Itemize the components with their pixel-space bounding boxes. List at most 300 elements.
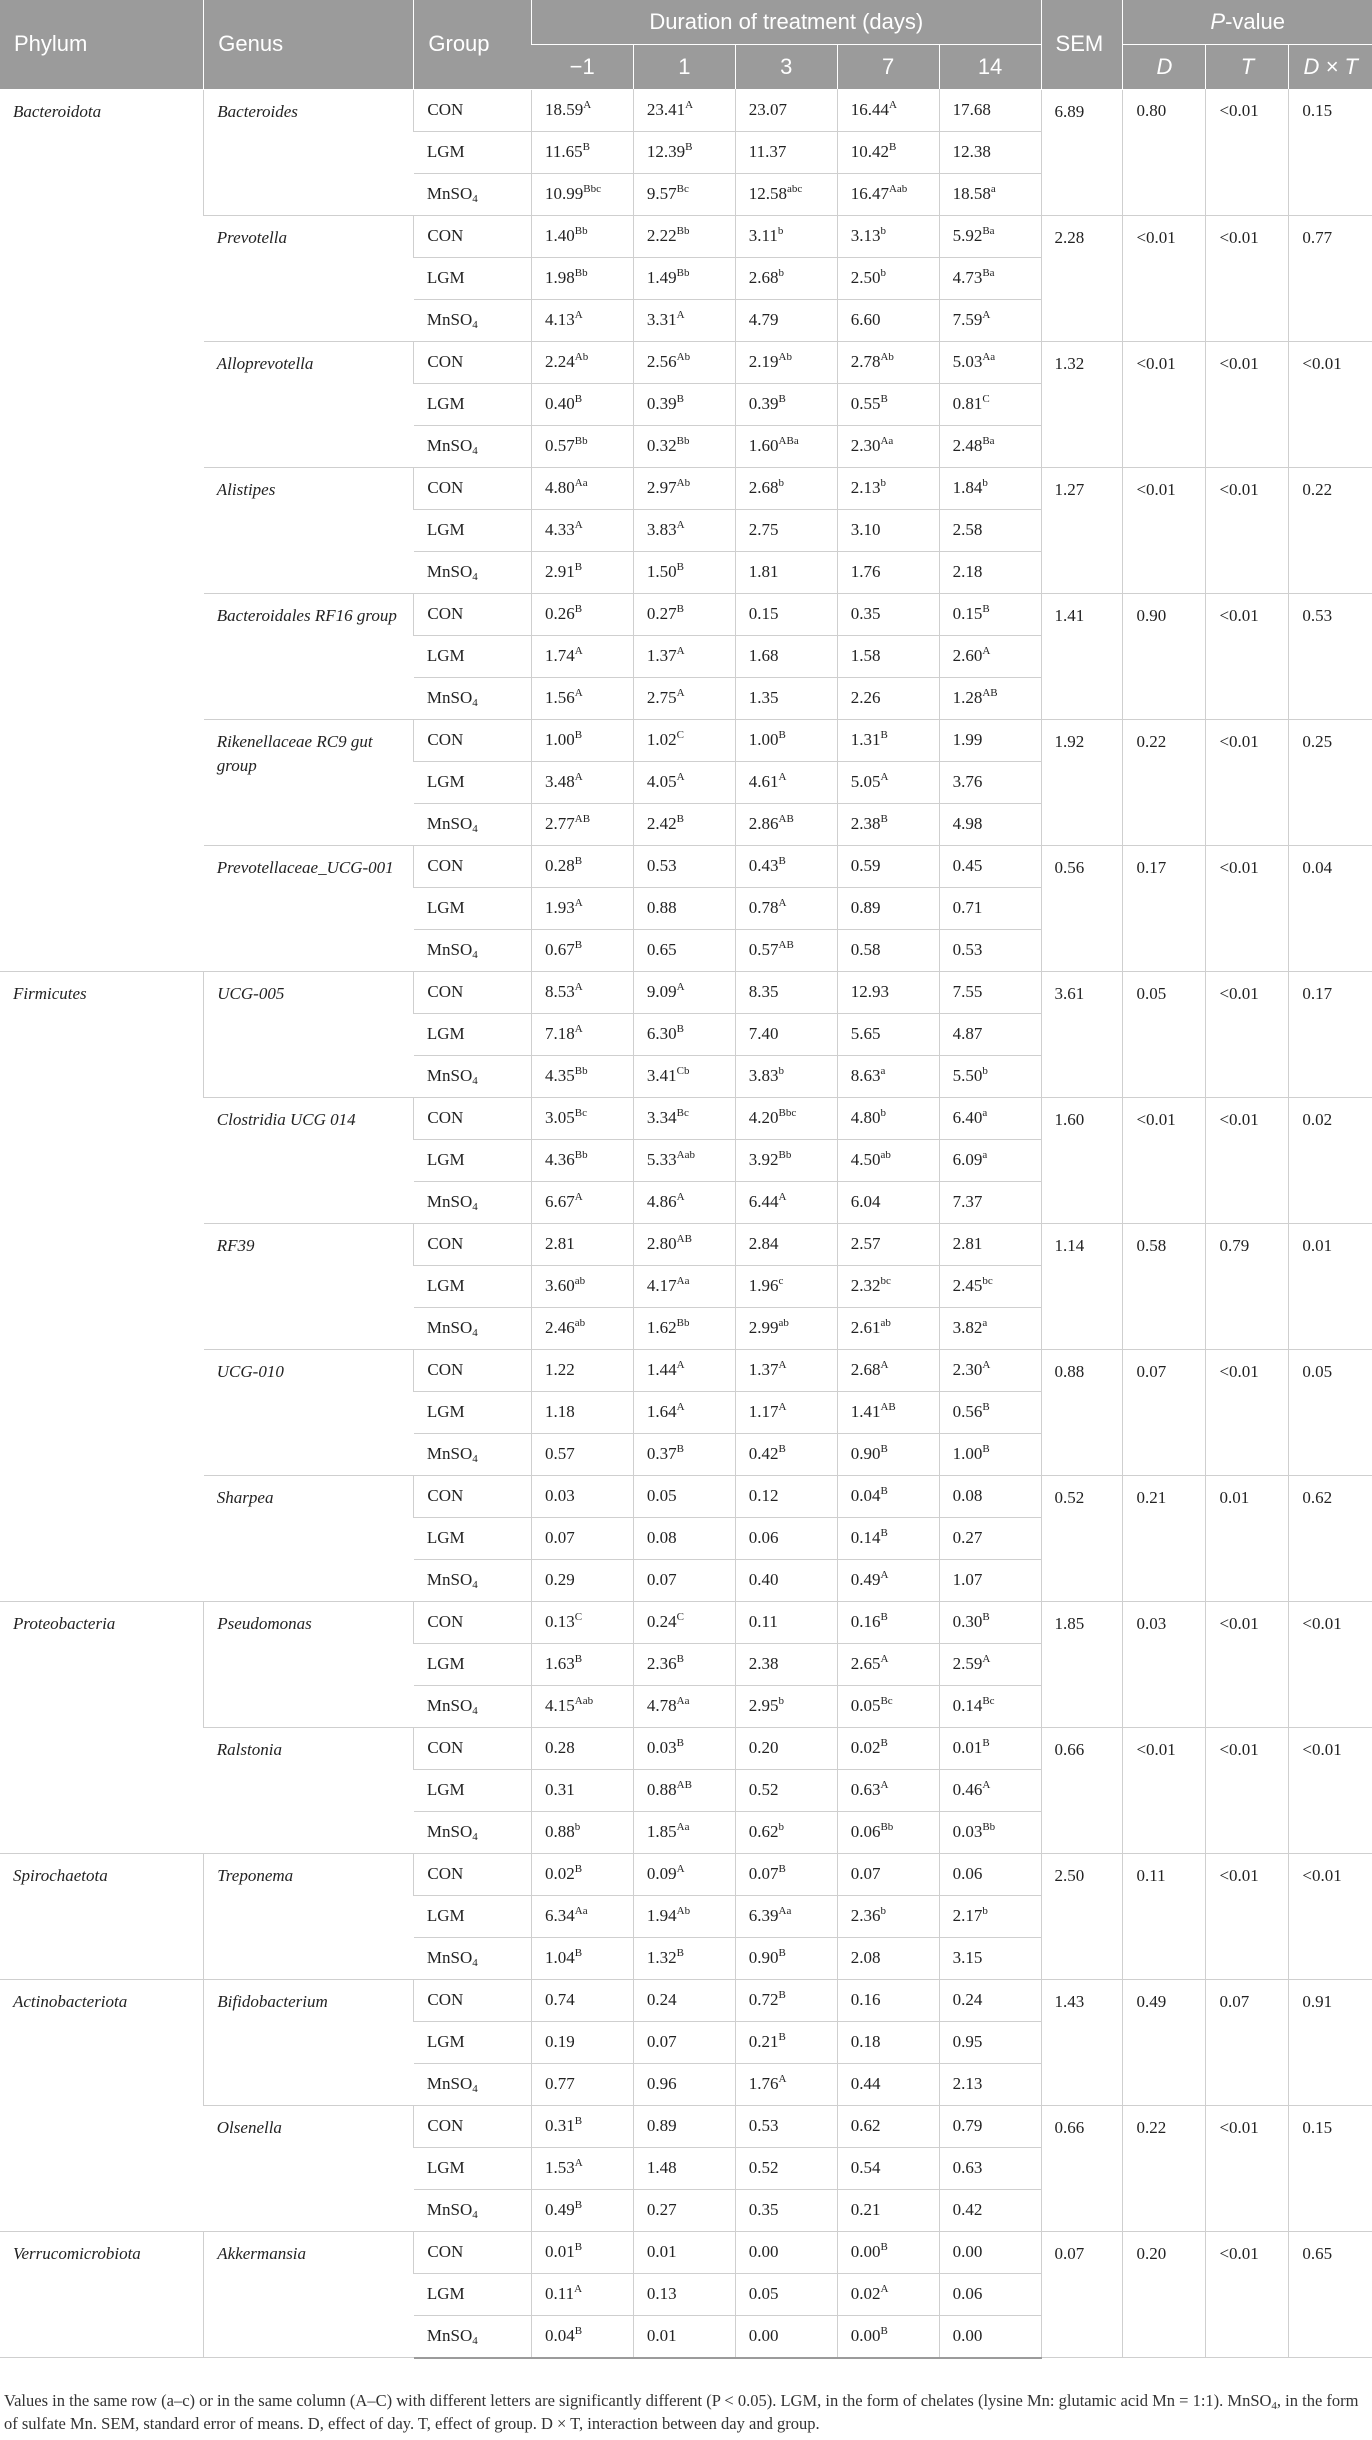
value-cell: $2.97^{Ab}$ <box>633 467 735 509</box>
value-cell: 1.58 <box>837 635 939 677</box>
value-cell: $4.05^A$ <box>633 761 735 803</box>
value-cell: $0.28^B$ <box>532 845 634 887</box>
value-cell: $1.40^{Bb}$ <box>532 215 634 257</box>
sem-cell: 6.89 <box>1041 89 1123 215</box>
value-cell: $0.43^B$ <box>735 845 837 887</box>
pvalue-cell: <0.01 <box>1289 1727 1372 1853</box>
group-cell: LGM <box>414 1265 532 1307</box>
value-cell: $1.98^{Bb}$ <box>532 257 634 299</box>
value-cell: $2.91^B$ <box>532 551 634 593</box>
value-cell: $1.63^B$ <box>532 1643 634 1685</box>
value-cell: $0.67^B$ <box>532 929 634 971</box>
pvalue-cell: 0.02 <box>1289 1097 1372 1223</box>
table-row <box>0 1349 1372 1391</box>
value-cell: $4.17^{Aa}$ <box>633 1265 735 1307</box>
value-cell: $3.83^A$ <box>633 509 735 551</box>
value-cell: 12.58$^{abc}$ <box>735 173 837 215</box>
pvalue-cell: <0.01 <box>1206 1097 1289 1223</box>
group-cell: MnSO$_4$ <box>414 2315 532 2358</box>
value-cell: $1.17^A$ <box>735 1391 837 1433</box>
group-cell: CON <box>414 845 532 887</box>
sem-cell: 1.32 <box>1041 341 1123 467</box>
value-cell: $4.35^{Bb}$ <box>532 1055 634 1097</box>
value-cell: $1.62^{Bb}$ <box>633 1307 735 1349</box>
value-cell: 2.68$^b$ <box>735 257 837 299</box>
value-cell: $0.55^B$ <box>837 383 939 425</box>
value-cell: 18.58$^a$ <box>939 173 1041 215</box>
pvalue-cell: 0.25 <box>1289 719 1372 845</box>
value-cell: 0.96 <box>633 2063 735 2105</box>
value-cell: $23.41^A$ <box>633 89 735 131</box>
value-cell: $0.90^B$ <box>735 1937 837 1979</box>
value-cell: 2.46$^{ab}$ <box>532 1307 634 1349</box>
value-cell: $1.32^B$ <box>633 1937 735 1979</box>
header-phylum: Phylum <box>0 0 204 89</box>
value-cell: 6.40$^a$ <box>939 1097 1041 1139</box>
value-cell: 2.45$^{bc}$ <box>939 1265 1041 1307</box>
value-cell: $1.60^{ABa}$ <box>735 425 837 467</box>
sem-cell: 2.50 <box>1041 1853 1123 1979</box>
pvalue-cell: <0.01 <box>1206 341 1289 467</box>
group-cell: LGM <box>414 257 532 299</box>
value-cell: $2.22^{Bb}$ <box>633 215 735 257</box>
value-cell: 0.28 <box>532 1727 634 1769</box>
value-cell: $3.05^{Bc}$ <box>532 1097 634 1139</box>
value-cell: 1.48 <box>633 2147 735 2189</box>
genus-cell: Ralstonia <box>204 1727 414 1853</box>
value-cell: $4.36^{Bb}$ <box>532 1139 634 1181</box>
value-cell: 0.07 <box>633 1559 735 1601</box>
value-cell: $0.46^A$ <box>939 1769 1041 1811</box>
table-row <box>0 1979 1372 2021</box>
group-cell: MnSO$_4$ <box>414 1559 532 1601</box>
group-cell: CON <box>414 1349 532 1391</box>
pvalue-cell: 0.17 <box>1289 971 1372 1097</box>
pvalue-cell: <0.01 <box>1123 467 1206 593</box>
group-cell: LGM <box>414 887 532 929</box>
header-p-t: T <box>1206 45 1289 90</box>
value-cell: $1.02^C$ <box>633 719 735 761</box>
pvalue-cell: <0.01 <box>1123 1097 1206 1223</box>
value-cell: $8.53^A$ <box>532 971 634 1013</box>
group-cell: CON <box>414 1979 532 2021</box>
value-cell: $9.57^{Bc}$ <box>633 173 735 215</box>
pvalue-cell: 0.07 <box>1206 1979 1289 2105</box>
pvalue-cell: 0.04 <box>1289 845 1372 971</box>
sem-cell: 1.85 <box>1041 1601 1123 1727</box>
pvalue-cell: 0.22 <box>1123 719 1206 845</box>
value-cell: 0.20 <box>735 1727 837 1769</box>
pvalue-cell: <0.01 <box>1289 1853 1372 1979</box>
value-cell: $0.39^B$ <box>735 383 837 425</box>
value-cell: 0.63 <box>939 2147 1041 2189</box>
sem-cell: 1.43 <box>1041 1979 1123 2105</box>
value-cell: 0.74 <box>532 1979 634 2021</box>
phylum-cell: Bacteroidota <box>0 89 204 971</box>
value-cell: $16.47^{Aab}$ <box>837 173 939 215</box>
value-cell: $1.41^{AB}$ <box>837 1391 939 1433</box>
value-cell: $0.09^A$ <box>633 1853 735 1895</box>
value-cell: $1.53^A$ <box>532 2147 634 2189</box>
value-cell: 1.22 <box>532 1349 634 1391</box>
value-cell: $2.36^B$ <box>633 1643 735 1685</box>
value-cell: $1.64^A$ <box>633 1391 735 1433</box>
value-cell: $4.61^A$ <box>735 761 837 803</box>
group-cell: LGM <box>414 1643 532 1685</box>
pvalue-cell: <0.01 <box>1206 2105 1289 2231</box>
table-row <box>0 593 1372 635</box>
sem-cell: 1.92 <box>1041 719 1123 845</box>
pvalue-cell: 0.20 <box>1123 2231 1206 2358</box>
group-cell: MnSO$_4$ <box>414 677 532 719</box>
value-cell: 0.53 <box>939 929 1041 971</box>
value-cell: $3.92^{Bb}$ <box>735 1139 837 1181</box>
header-genus: Genus <box>204 0 414 89</box>
value-cell: 1.81 <box>735 551 837 593</box>
value-cell: $0.57^{AB}$ <box>735 929 837 971</box>
value-cell: $2.59^A$ <box>939 1643 1041 1685</box>
pvalue-cell: <0.01 <box>1123 341 1206 467</box>
value-cell: $0.40^B$ <box>532 383 634 425</box>
value-cell: $4.73^{Ba}$ <box>939 257 1041 299</box>
value-cell: 0.79 <box>939 2105 1041 2147</box>
phylum-cell: Actinobacteriota <box>0 1979 204 2231</box>
value-cell: 2.50$^b$ <box>837 257 939 299</box>
value-cell: $0.00^B$ <box>837 2315 939 2358</box>
value-cell: 5.50$^b$ <box>939 1055 1041 1097</box>
value-cell: 2.81 <box>939 1223 1041 1265</box>
group-cell: CON <box>414 1727 532 1769</box>
value-cell: 0.52 <box>735 1769 837 1811</box>
group-cell: LGM <box>414 2021 532 2063</box>
genus-cell: Bacteroides <box>204 89 414 215</box>
header-group: Group <box>414 0 532 89</box>
value-cell: 2.68$^b$ <box>735 467 837 509</box>
group-cell: CON <box>414 215 532 257</box>
value-cell: 0.03 <box>532 1475 634 1517</box>
phylum-cell: Verrucomicrobiota <box>0 2231 204 2358</box>
value-cell: 0.52 <box>735 2147 837 2189</box>
group-cell: CON <box>414 341 532 383</box>
value-cell: 2.13 <box>939 2063 1041 2105</box>
group-cell: MnSO$_4$ <box>414 1811 532 1853</box>
value-cell: $0.01^B$ <box>532 2231 634 2273</box>
pvalue-cell: 0.58 <box>1123 1223 1206 1349</box>
value-cell: 0.01 <box>633 2315 735 2358</box>
group-cell: CON <box>414 593 532 635</box>
value-cell: 0.88$^b$ <box>532 1811 634 1853</box>
value-cell: 0.00 <box>735 2315 837 2358</box>
value-cell: $4.86^A$ <box>633 1181 735 1223</box>
value-cell: 0.27 <box>633 2189 735 2231</box>
value-cell: $0.39^B$ <box>633 383 735 425</box>
group-cell: CON <box>414 1475 532 1517</box>
value-cell: 0.24 <box>939 1979 1041 2021</box>
value-cell: $1.00^B$ <box>532 719 634 761</box>
value-cell: 0.77 <box>532 2063 634 2105</box>
value-cell: 2.13$^b$ <box>837 467 939 509</box>
table-row <box>0 1223 1372 1265</box>
value-cell: $0.03^{Bb}$ <box>939 1811 1041 1853</box>
value-cell: 0.31 <box>532 1769 634 1811</box>
group-cell: CON <box>414 467 532 509</box>
table-footnote: Values in the same row (a–c) or in the same column (A–C) with different letters are significantly different (P < 0.05). LGM, in the form of chelates (lysine Mn: glutamic acid Mn = 1:1). MnSO$_4$, in the form of sulfate Mn. SEM, standard error of means. D, effect of day. T, effect of group. D × T, interaction between day and group. <box>4 2391 1359 2433</box>
value-cell: $1.74^A$ <box>532 635 634 677</box>
table-row <box>0 719 1372 761</box>
table-row <box>0 2105 1372 2147</box>
value-cell: $1.76^A$ <box>735 2063 837 2105</box>
value-cell: $0.72^B$ <box>735 1979 837 2021</box>
pvalue-cell: <0.01 <box>1206 1853 1289 1979</box>
pvalue-cell: <0.01 <box>1206 89 1289 215</box>
header-day: 1 <box>633 45 735 90</box>
group-cell: MnSO$_4$ <box>414 173 532 215</box>
value-cell: 1.76 <box>837 551 939 593</box>
sem-cell: 1.60 <box>1041 1097 1123 1223</box>
value-cell: $2.30^{Aa}$ <box>837 425 939 467</box>
genus-cell: Pseudomonas <box>204 1601 414 1727</box>
pvalue-cell: 0.62 <box>1289 1475 1372 1601</box>
value-cell: 2.18 <box>939 551 1041 593</box>
value-cell: 2.61$^{ab}$ <box>837 1307 939 1349</box>
value-cell: 0.21 <box>837 2189 939 2231</box>
group-cell: MnSO$_4$ <box>414 1937 532 1979</box>
value-cell: $2.19^{Ab}$ <box>735 341 837 383</box>
header-day: −1 <box>532 45 634 90</box>
genus-cell: UCG-005 <box>204 971 414 1097</box>
value-cell: $11.65^B$ <box>532 131 634 173</box>
group-cell: CON <box>414 2231 532 2273</box>
value-cell: 2.38 <box>735 1643 837 1685</box>
header-day: 7 <box>837 45 939 90</box>
value-cell: 0.13 <box>633 2273 735 2315</box>
group-cell: LGM <box>414 635 532 677</box>
sem-cell: 0.52 <box>1041 1475 1123 1601</box>
group-cell: LGM <box>414 509 532 551</box>
value-cell: 0.44 <box>837 2063 939 2105</box>
genus-cell: RF39 <box>204 1223 414 1349</box>
value-cell: $7.18^A$ <box>532 1013 634 1055</box>
value-cell: $1.94^{Ab}$ <box>633 1895 735 1937</box>
value-cell: $5.05^A$ <box>837 761 939 803</box>
table-row <box>0 341 1372 383</box>
sem-cell: 3.61 <box>1041 971 1123 1097</box>
value-cell: $10.42^B$ <box>837 131 939 173</box>
value-cell: $0.31^B$ <box>532 2105 634 2147</box>
group-cell: MnSO$_4$ <box>414 1055 532 1097</box>
header-pvalue: P-value <box>1123 0 1372 45</box>
value-cell: $2.80^{AB}$ <box>633 1223 735 1265</box>
value-cell: 2.99$^{ab}$ <box>735 1307 837 1349</box>
genus-cell: Alloprevotella <box>204 341 414 467</box>
value-cell: 1.96$^c$ <box>735 1265 837 1307</box>
value-cell: $3.31^A$ <box>633 299 735 341</box>
value-cell: 0.01 <box>633 2231 735 2273</box>
value-cell: $0.49^A$ <box>837 1559 939 1601</box>
sem-cell: 1.41 <box>1041 593 1123 719</box>
value-cell: $0.06^{Bb}$ <box>837 1811 939 1853</box>
value-cell: 3.82$^a$ <box>939 1307 1041 1349</box>
value-cell: $1.37^A$ <box>633 635 735 677</box>
value-cell: 3.60$^{ab}$ <box>532 1265 634 1307</box>
value-cell: 0.89 <box>837 887 939 929</box>
value-cell: $1.56^A$ <box>532 677 634 719</box>
pvalue-cell: 0.21 <box>1123 1475 1206 1601</box>
value-cell: 0.59 <box>837 845 939 887</box>
value-cell: 0.88 <box>633 887 735 929</box>
group-cell: LGM <box>414 761 532 803</box>
genus-cell: Prevotellaceae_UCG-001 <box>204 845 414 971</box>
value-cell: 0.35 <box>735 2189 837 2231</box>
sem-cell: 0.88 <box>1041 1349 1123 1475</box>
table-row <box>0 1727 1372 1769</box>
pvalue-cell: 0.53 <box>1289 593 1372 719</box>
value-cell: 0.00 <box>939 2231 1041 2273</box>
value-cell: 4.50$^{ab}$ <box>837 1139 939 1181</box>
table-row <box>0 1601 1372 1643</box>
pvalue-cell: 0.15 <box>1289 89 1372 215</box>
group-cell: MnSO$_4$ <box>414 1307 532 1349</box>
genus-cell: Sharpea <box>204 1475 414 1601</box>
value-cell: 0.07 <box>837 1853 939 1895</box>
value-cell: 2.08 <box>837 1937 939 1979</box>
value-cell: $0.30^B$ <box>939 1601 1041 1643</box>
header-day: 3 <box>735 45 837 90</box>
value-cell: $0.07^B$ <box>735 1853 837 1895</box>
value-cell: $5.92^{Ba}$ <box>939 215 1041 257</box>
value-cell: $1.44^A$ <box>633 1349 735 1391</box>
value-cell: $6.67^A$ <box>532 1181 634 1223</box>
value-cell: $1.04^B$ <box>532 1937 634 1979</box>
value-cell: 6.04 <box>837 1181 939 1223</box>
value-cell: $0.78^A$ <box>735 887 837 929</box>
value-cell: 0.00 <box>939 2315 1041 2358</box>
value-cell: 3.10 <box>837 509 939 551</box>
value-cell: 0.45 <box>939 845 1041 887</box>
value-cell: $4.13^A$ <box>532 299 634 341</box>
value-cell: $2.30^A$ <box>939 1349 1041 1391</box>
table-row <box>0 2231 1372 2273</box>
value-cell: $9.09^A$ <box>633 971 735 1013</box>
value-cell: $0.04^B$ <box>837 1475 939 1517</box>
sem-cell: 1.27 <box>1041 467 1123 593</box>
value-cell: 8.63$^a$ <box>837 1055 939 1097</box>
value-cell: $2.86^{AB}$ <box>735 803 837 845</box>
value-cell: 1.18 <box>532 1391 634 1433</box>
pvalue-cell: <0.01 <box>1206 593 1289 719</box>
value-cell: 2.75 <box>735 509 837 551</box>
header-sem: SEM <box>1041 0 1123 89</box>
group-cell: LGM <box>414 1013 532 1055</box>
value-cell: 6.09$^a$ <box>939 1139 1041 1181</box>
value-cell: 0.62 <box>837 2105 939 2147</box>
header-day: 14 <box>939 45 1041 90</box>
group-cell: MnSO$_4$ <box>414 1181 532 1223</box>
value-cell: 4.98 <box>939 803 1041 845</box>
value-cell: 0.35 <box>837 593 939 635</box>
value-cell: $4.15^{Aab}$ <box>532 1685 634 1727</box>
pvalue-cell: <0.01 <box>1206 467 1289 593</box>
value-cell: $0.88^{AB}$ <box>633 1769 735 1811</box>
header-p-dxt: D × T <box>1289 45 1372 90</box>
value-cell: $0.16^B$ <box>837 1601 939 1643</box>
group-cell: LGM <box>414 131 532 173</box>
pvalue-cell: 0.65 <box>1289 2231 1372 2358</box>
pvalue-cell: 0.17 <box>1123 845 1206 971</box>
value-cell: 5.65 <box>837 1013 939 1055</box>
value-cell: $2.38^B$ <box>837 803 939 845</box>
value-cell: 0.12 <box>735 1475 837 1517</box>
value-cell: 0.53 <box>633 845 735 887</box>
value-cell: $16.44^A$ <box>837 89 939 131</box>
group-cell: CON <box>414 719 532 761</box>
pvalue-cell: <0.01 <box>1123 1727 1206 1853</box>
value-cell: 0.18 <box>837 2021 939 2063</box>
value-cell: 17.68 <box>939 89 1041 131</box>
group-cell: LGM <box>414 383 532 425</box>
value-cell: $1.00^B$ <box>939 1433 1041 1475</box>
value-cell: $0.49^B$ <box>532 2189 634 2231</box>
value-cell: $1.00^B$ <box>735 719 837 761</box>
value-cell: 0.58 <box>837 929 939 971</box>
value-cell: 0.54 <box>837 2147 939 2189</box>
value-cell: $6.44^A$ <box>735 1181 837 1223</box>
value-cell: 2.84 <box>735 1223 837 1265</box>
genus-cell: Bifidobacterium <box>204 1979 414 2105</box>
value-cell: $4.80^{Aa}$ <box>532 467 634 509</box>
group-cell: MnSO$_4$ <box>414 425 532 467</box>
genus-cell: Rikenellaceae RC9 gut group <box>204 719 414 845</box>
group-cell: MnSO$_4$ <box>414 929 532 971</box>
value-cell: $1.37^A$ <box>735 1349 837 1391</box>
pvalue-cell: 0.01 <box>1289 1223 1372 1349</box>
group-cell: LGM <box>414 2273 532 2315</box>
value-cell: $4.33^A$ <box>532 509 634 551</box>
value-cell: $3.48^A$ <box>532 761 634 803</box>
value-cell: $2.75^A$ <box>633 677 735 719</box>
pvalue-cell: <0.01 <box>1206 1349 1289 1475</box>
pvalue-cell: <0.01 <box>1289 1601 1372 1727</box>
group-cell: MnSO$_4$ <box>414 1433 532 1475</box>
value-cell: $6.39^{Aa}$ <box>735 1895 837 1937</box>
value-cell: 3.83$^b$ <box>735 1055 837 1097</box>
group-cell: CON <box>414 1853 532 1895</box>
group-cell: CON <box>414 1223 532 1265</box>
pvalue-cell: <0.01 <box>1123 215 1206 341</box>
genus-cell: Bacteroidales RF16 group <box>204 593 414 719</box>
value-cell: $0.27^B$ <box>633 593 735 635</box>
genus-cell: Treponema <box>204 1853 414 1979</box>
value-cell: 2.95$^b$ <box>735 1685 837 1727</box>
value-cell: 0.06 <box>939 2273 1041 2315</box>
table-row <box>0 89 1372 131</box>
value-cell: 1.07 <box>939 1559 1041 1601</box>
value-cell: $0.57^{Bb}$ <box>532 425 634 467</box>
pvalue-cell: <0.01 <box>1206 2231 1289 2358</box>
value-cell: 0.53 <box>735 2105 837 2147</box>
group-cell: MnSO$_4$ <box>414 2063 532 2105</box>
value-cell: 0.29 <box>532 1559 634 1601</box>
group-cell: CON <box>414 2105 532 2147</box>
value-cell: $0.15^B$ <box>939 593 1041 635</box>
value-cell: $0.02^A$ <box>837 2273 939 2315</box>
group-cell: MnSO$_4$ <box>414 551 532 593</box>
pvalue-cell: 0.01 <box>1206 1475 1289 1601</box>
value-cell: 0.07 <box>633 2021 735 2063</box>
pvalue-cell: <0.01 <box>1206 215 1289 341</box>
value-cell: $1.85^{Aa}$ <box>633 1811 735 1853</box>
value-cell: $0.81^C$ <box>939 383 1041 425</box>
